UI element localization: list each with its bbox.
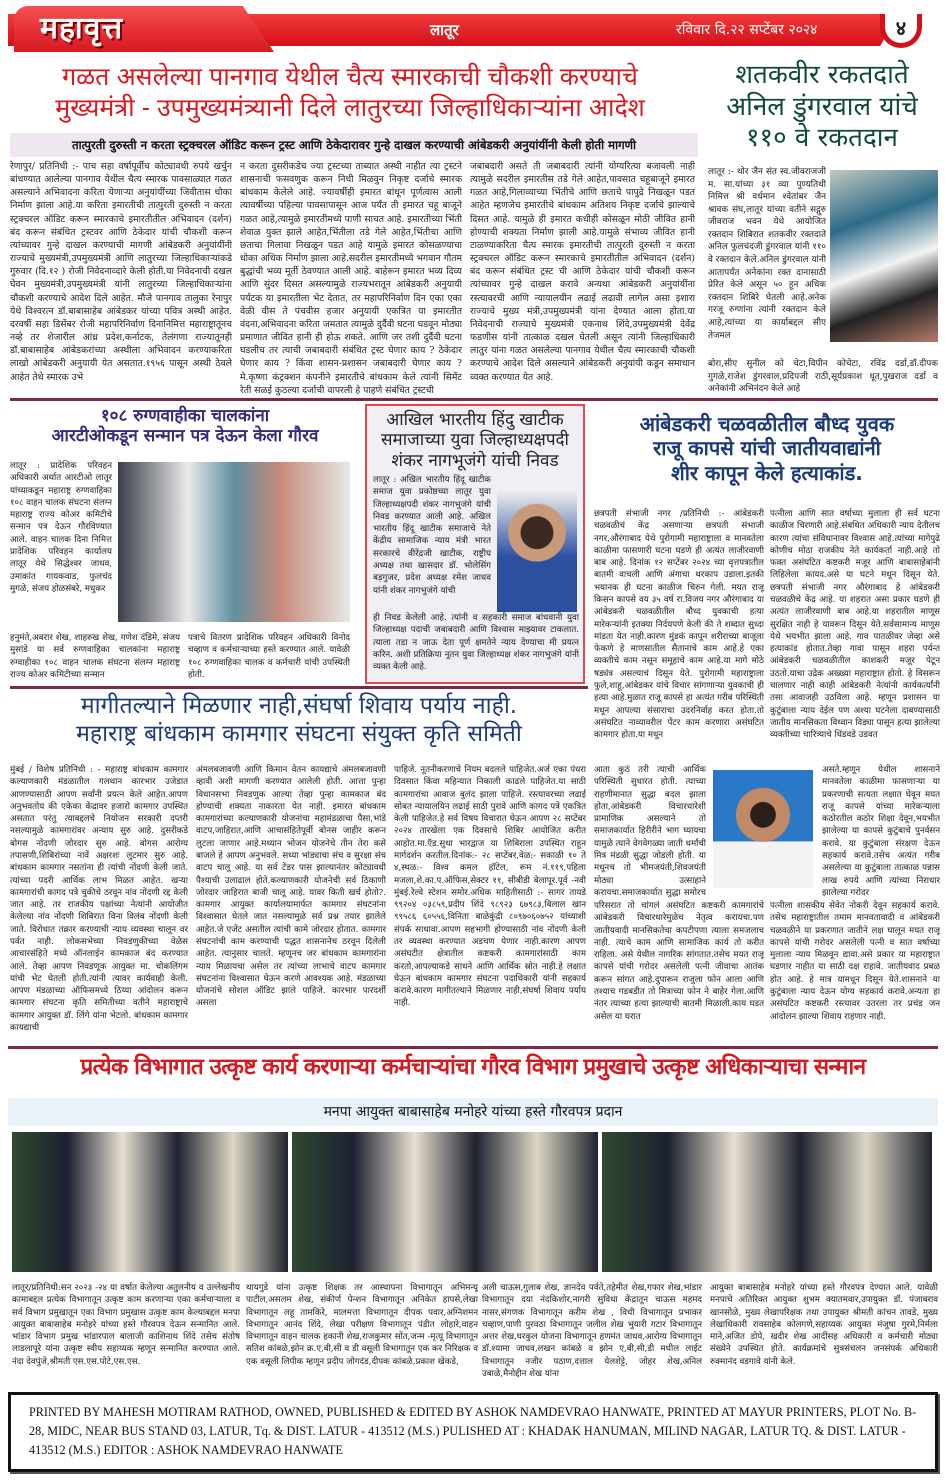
blood-donation-photo — [830, 170, 938, 342]
story7-column-4: आयुक्त बाबासाहेब मनोहरे यांच्या हस्ते गौरवपत्र देण्यात आले. यावेळी मनपाचे अतिरिक्त आयुक्त शुभम क्यातमवार,उपायुक्त डॉ. पंजाबराव खानसोळे, मुख्य लेखापरिक्षक तथा उपायुक्त श्रीमती कांचन तावडे, मुख्य लेखाधिकारी रावसाहेब कोलगणे,सहाय्यक आयुक्त मंजुषा गुरमे,निर्मला माने,अजित डोपे, खदीर शेख आदींसह अधिकारी व कर्मचारी मोठ्या संख्येने उपस्थित होते. कार्यक्रमांचे सुत्रसंचलन जनसंपर्क अधिकारी रुक्मानंद वडगावे यांनी केले. — [710, 1283, 938, 1367]
ceremony-photo-2 — [292, 1132, 598, 1272]
rto-award-photo — [118, 462, 350, 622]
raju-kapse-photo — [713, 770, 813, 888]
story4-body: लातूर : अखिल भारतीय हिंदू खाटीक समाज युवा प्रकोष्ठच्या लातूर युवा जिल्हाध्यक्षपदी शंकर नागभुजंगे यांची निवड करण्यात आली आहे. अखिल भारतीय हिंदू खाटीक समाजाचे नेते केंद्रीय सामाजिक न्याय मंत्री भारत सरकारचे वीरेंद्रजी खाटीक, राष्ट्रीय अध्यक्ष तथा खासदार डॉ. भोलेसिंग बड़गुजर, प्रदेश अध्यक्ष रमेश जाधव यांनी शंकर नागभुजंगे यांची — [373, 475, 491, 596]
ceremony-photo-3 — [602, 1132, 932, 1272]
print-imprint: PRINTED BY MAHESH MOTIRAM RATHOD, OWNED, PUBLISHED & EDITED BY ASHOK NAMDEVRAO HANWATE, PRINTED AT MAYUR PRINTERS, PLOT No. B-28, MIDC, NEAR BUS STAND 03, LATUR, Tq. & DIST. LATUR - 413512 (M.S.) PULISHED AT : KHADAK HANUMAN, MILIND NAGAR, LATUR TQ. & DIST. LATUR - 413512 (M.S.) EDITOR : ASHOK NAMDEVRAO HANWATE — [8, 1392, 938, 1472]
story5-headline-line1: आंबेडकरी चळवळीतील बौध्द युवक — [639, 412, 895, 436]
story1-column-2: न करता दुसरीकडेच ज्या ट्रस्टच्या ताब्यात अस्थी नाहीत त्या ट्रस्टने शासनाची फसवणुक करून निधी मिळवुन निकृष्ट दर्जाचे स्मारक बांधकाम केलेले आहे. ज्यावर्षीही इमारत बांधून पूर्णत्वास आली त्यावर्षीच्या पहिल्या पावसापासून आज पर्यंत ती इमारत चहू बाजूने गळत आहे,त्यामुळे इमारतीमध्ये पाणी साचत आहे. इमारतीच्या भिंती शेवाळ युक्त झाले आहेत,भिंतीला तडे गेले आहेत,भिंतीचा आणि छताचा गिलावा निखळून पडत आहे यामुळे इमारत कोसळण्याचा धोका अधिक निर्माण झाला आहे.सदरील इमारतीमध्ये भगवान गौतम बुद्धांची भव्य मूर्ती ठेवण्यात आली आहे. बाहेरून इमारत भव्य दिव्य आणि सुंदर दिसत असल्यामुळे राज्यभरातून आंबेडकरी अनुयायी पर्यटक या इमारतीला भेट देतात, तर महापरिनिर्वाण दिन एका एका वेळी वीस ते पंचवीस हजार अनुयायी एकत्रित या इमारतीत वंदना,अभिवादना करिता जमतात त्यामुळे दुर्दैवी घटना घडवून मोठ्या प्रमाणात जीवित हानी ही होऊ शकते. आणि जर तशी दुर्दैवी घटना घडलीच तर त्याची जबाबदारी संबंधित ट्रस्ट घेणार काय ? ठेकेदार घेणार काय ? किंवा शासन-प्रशासन जबाबदारी घेणार काय ? मे.कृष्णा कंट्रक्शन कंपनीने इमारतीचे बांधकाम केले त्यांनी सिमेंट रेती सळई कुठल्या दर्जाची वापरली हे पाहणे संबंधित ट्रस्टची — [240, 161, 462, 396]
story4-headline — [371, 410, 579, 471]
story5-column-1-wrap: आता कुठं तरी त्याची आर्थिक परिस्थिती सुधारत होती. त्याच्या राहणीमानात सुद्धा बदल झाला होता,आंबेडकरी विचारधारेशी प्रामाणिक असल्याने तो समाजकार्यात हिरीरीने भाग घ्यायचा यामुळे त्याने वेगवेगळ्या जाती धर्मांची मित्र मंडळी सुद्धा जोडली होती. या मधूनच तो भीमजयंती,शिवजयंती मोठ्या उत्साहाने करायचा.समाजकार्यात सुद्धा समोरच — [594, 765, 706, 898]
story3-headline-line1: १०८ रुग्णवाहीका चालकांना — [100, 406, 270, 426]
story7-column-2: थायगुडे यांना उत्कृष्ट शिक्षक तर आस्थापना विभागातून अभिमन्यू पाटील,असलम शेख, संकीर्ण पेन्शन विभागातून अनिकेत हापसे,लेखा विभागातून लहू तामकिरे, मालमत्ता विभागातून दीपक पवार,अग्निशमन विभागातून आनंद शिंदे, लेखा परीक्षण विभागातून पंडीत लोहारे,वाहन विभागातून वाहन चालक हकानी शेख,राजकुमार सोंत,जन्म -मृत्यू विभागातून सतिश कांबळे,झोन क्र.ए,बी,सी व डी वसूली विभागातून एक कर निरिक्षक व एक वसूली लिपीक म्हणून प्रदीप जोगदंड,दीपक कांबळे,प्रकाश खेकडे, — [246, 1283, 478, 1367]
story1-column-1: रेणापुर/ प्रतिनिधी :- पाच सहा वर्षापूर्वीच कोट्यावधी रुपये खर्चुन बांधण्यात आलेल्या पानगाव येथील चैत्य स्मारक पावसाळ्यात गळत असल्याने अभिवादना करिता येणाऱ्या अनुयांयींच्या जिवीतास धोका निर्माण झाला आहे.या करिता इमारतीची तात्पुरती दुरुस्ती न करता स्ट्रक्चरल ऑडिट करून स्मारकाचे इमारतीतील अभिवादन (दर्शन) बंद करून संबंधित ट्रस्टवर आणि ठेकेदार यांची चौकशी करून त्यांच्यावर गुन्हे दाखल करण्याची मागणी आंबेडकरी अनुयांयींनी राज्याचे मुख्यमंत्री,उपमुख्यमंत्री आणि लातुरच्या जिल्हाधिकाऱ्यांकडे गुरुवार (दि.१२ ) रोजी निवेदनाव्दारे केली होती.या निवेदनाची दखल घेवन मुख्यमंत्री,उपमुख्यमंत्री यांनी लातुरच्या जिल्हाधिकाऱ्यांना चौकशी करण्याचे आदेश दिले आहेत. मौजे पानगाव तालुका रेनापुर येथे विश्वरत्न डॉ.बाबासाहेब आंबेडकर यांच्या पवित्र अस्थी आहेत. दरवर्षी सहा डिसेंबर रोजी महापरिनिर्वाण दिनानिमित्त महाराष्ट्रातूनच नव्हे तर शेजारील आंध्र प्रदेश,कर्नाटक, तेलंगणा राज्यातूनही डॉ.बाबासाहेब आंबेडकरांच्या अस्थीला अभिवादन करण्याकरिता लाखो आंबेडकरी अनुयायी येत असतात.१९५६ पासून अस्थी ठेवले आहेत तेथे स्मारक उभे — [10, 161, 232, 383]
masthead — [0, 0, 945, 50]
story2-headline-line1: शतकवीर रकतदाते — [735, 60, 909, 90]
story6-column-1: मुंबई / विशेष प्रतिनिधी : - महाराष्ट्र बांधकाम कामगार कल्याणकारी मंडळातील गलथान कारभार उजेडात आणण्यासाठी आपण सर्वांनी प्रयत्न केले आहेत.आपण अनुभवतोय की एकेका केंद्रावर हजारो कामगार उपस्थित असतात परंतु त्याबद्दलचे नियोजन सरकारी दप्तरी नसल्यामुळे कामगारांवर अन्याय सुरु आहे. दुसरीकडे बोगस नोंदणी जोरदार सुरु आहे. बोगस आरोग्य तपासणी,शिबिरांच्या नावें अक्षरशः लुटमार सुरु आहे. बांधकाम कामगार नसतांना ही त्यांची नोंदणी केली जाते. त्यांच्या पदरी आर्थिक लाभ मिळत आहेत. खऱ्या कामगारांची कागद पत्रे चुकीचे ठरवून नांव नोंदणी रद्द केली जात आहे. तर राजकीय पक्षांच्या नेत्यांनी आयोजीत केलेल्या नांव नोंदणी शिबिरात विना विलंब नोंदणी केली जाते. विरोधात तक्रार करण्याची न्याय व्यवस्था चालून वर पर्वत नाही. लोकसभेच्या निवडणुकीच्या वेळेस आचारसंहिते मध्ये ऑनलाईन कामकाज बंद करण्यात आले. तेव्हा आपण निवडणूक आयुक्त मा. चोकलिंगम यांची भेट घेतली होती.त्यांनी त्यावर कार्यवाही केली. आपण मंडळाच्या ऑफिसमध्ये ठिय्या आंदोलन करून कामगार संघटना कृति समितीच्या वतीने महाराष्ट्राचे कामगार आयुक्त डॉ. लिंगे यांना भेटलो. बांधकाम कामगार कायद्याची — [10, 765, 188, 1033]
story5-column-2-wrap: असते.म्हणून येथील शासनाने मानवतेला काळीमा फासणाऱ्या या प्रकरणाची सत्यता लक्षात घेवून मयत राजू कापसे यांच्या मारेकऱ्याला कठोरतील कठोर शिक्षा देवून,भयभीत झालेल्या या कापसे कुटुंबाचे पुनर्वसन करावे. या कुटुंबाला संरक्षण देऊन सहकार्य करावे.तसेच अत्यंत गरीब असलेल्या या कुटुंबाला तात्काळ पन्नास लाख रुपये आणि त्यांच्या निराधार झालेल्या गरोदर — [822, 765, 940, 898]
story7-column-1: लातूर/प्रतिनिधी:सन २०२३ -२४ या वर्षात केलेल्या अतुलनीय व उल्लेखनीय कामाबद्दल प्रत्येक विभागातून उत्कृष्ट काम करणाऱ्या एका कर्मचाऱ्याला व सर्व विभाग प्रमुखातून एका विभाग प्रमुखास उत्कृष्ट काम केल्याबद्दल मनपा आयुक्त बाबासाहेब मनोहरे यांच्या हस्ते गौरवपत्र देऊन सन्मानित आले. भांडार विभाग प्रमुख भांडारपाल बालाजी काशिनाथ शिंदे तसेच संतोष लाडलापूरे यांना उत्कृष्ट स्वीय सहाय्यक म्हणून सन्मानित करण्यात आले. नंदा देवपुंजे,श्रीमती एस.एस.पोटे,एस.एस. — [12, 1283, 240, 1367]
story6-column-3: पाहिजे. नूतनीकरणाचे नियम बदलले पाहिजेत.अर्ज एका पंधरा दिवसात किंवा महिन्यात निकाली काढले पाहिजेत.या साठी कामगारांचा आवाज बुलंद झाला पाहिजे. रस्त्यावरच्या लढाई सोबत न्यायालयिन लढाई साठी पुरावे आणि कागद पत्रे एकत्रित केली पाहिजेत.हे सर्व विषय विचारात घेऊन आपण २८ सप्टेंबर २०२४ तारखेला एक दिवसाचे शिबिर आयोजित करीत आहोत.मा.ऍड.सुधा भारद्वाज या शिबिराला उपस्थित राहून मार्गदर्शन करतील.दिनांक:- २८ सप्टेंबर,वेळ:- सकाळी १० ते ४,स्थळ:- विश्व कमल हॉटेल, रूम नं.११९,पहिला मजला,शे.का.प.ऑफिस,सेक्टर ११, सीबीडी बेलापूर.पूर्व -नवी मुंबई.रेल्वे स्टेशन समोर.अधिक माहितीसाठी :- सागर तायडे ९९२०४ ०३८५९,प्रदीप शिंदे ९८९२३ ६७९८३,बिलाल खान ९९५८६ ६०५५६,विनिता बाळेकुंद्री ८०९७०६०७५२ यांच्याशी संपर्क साधावा.आपण सहभागी होण्यासाठी नांव नोंदणी केली तर व्यवस्था करण्यात अडचण येणार नाही.कारण आपण असंघटीत क्षेत्रातील कष्टकरी कामगारांसाठी काम करतो,आपल्याकडे साधने आणि आर्थिक स्रोत नाही.हे लक्षात घेऊन बांधकाम कामगार संघटना पदाधिकारी यांनी सहकार्य करावे.कारण मागीतल्याने मिळणार नाही,संघर्षा शिवाय पर्याय नाही. — [394, 765, 586, 1009]
section-divider-1 — [10, 398, 938, 401]
page-number: ४ — [880, 14, 922, 48]
story6-headline — [10, 692, 588, 748]
story1-headline — [10, 62, 690, 123]
story4-headline-line1: आखिल भारतीय हिंदु खाटीक — [386, 410, 564, 430]
story5-headline-line3: शीर कापून केले हत्याकांड. — [671, 460, 863, 485]
story4-box — [365, 404, 585, 684]
story5-headline-line2: राजू कापसे यांची जातीयवाद्यांनी — [653, 436, 881, 461]
story1-column-3: जबाबदारी असते ती जबाबदारी त्यांनी योग्यरित्या बजावली नाही त्यामुळे सदरील इमारतीस तडे गेले आहेत,पावसात चहूबाजूने इमारत गळत आहे,गिलाव्याच्या भिंतीचे आणि छताचे पापुद्रे निखळून पडत आहेत म्हणजेच इमारतीचे बांधकाम अतिशय निकृष्ट दर्जाचे झाल्याचे दिसत आहे. यामुळे ही इमारत कधीही कोसळून मोठी जीवित हानी होण्याची शक्यता निर्माण झाली आहे.यामुळे संभाव्य जीवित हानी टाळण्याकरिता चैत्य स्मारक इमारतीची तात्पुरती दुरुस्ती न करता स्ट्रक्चरल ऑडिट करून स्मारकाचे इमारतीतील अभिवादन (दर्शन) बंद करून संबंधित ट्रस्ट ची आणि ठेकेदार यांची चौकशी करून त्यांच्यावर गुन्हे दाखल करावे अन्यथा आंबेडकरी अनुयांयींना रस्त्यावरची आणि न्यायालयीन लढाई लढावी लागेल असा इशारा राज्याचे मुख्य मंत्री,उपमुख्यमंत्री यांना देण्यात आला होता.या निवेदनाची राज्याचे मुख्यमंत्री एकनाथ शिंदे,उपमुख्यमंत्री देवेंद्र फडणीस यांनी तात्काळ दखल घेतली असून त्यांनी जिल्हाधिकारी लातुर यांना गळत असलेल्या पानगाव येथील चैत्य स्मारकाची चौकशी करण्याचे आदेश दिले असल्याने आंबेडकरी अनुयांयी कडून समाधान व्यक्त करण्यात येत आहे. — [470, 161, 695, 383]
story3-headline-line2: आरटीओकडून सन्मान पत्र देऊन केला गौरव — [51, 426, 319, 447]
story4-body-continued: ही निवड केलेली आहे. त्यांनी व सहकारी समाज बांधवानी युवा जिल्हाध्यक्ष पदाची जबाबदारी आणि विश्वास माझ्यावर टाकलात. त्याला तडा न जाऊ देता पूर्ण क्षमतेने न्याय देण्याचा मी प्रयत्न करिन. अशी प्रतिक्रिया नूतन युवा जिल्हाध्यक्ष शंकर नागभुजंगे यांनी व्यक्त केली आहे. — [373, 613, 579, 673]
section-divider-3 — [8, 1046, 938, 1049]
story2-headline — [704, 60, 940, 155]
story2-headline-line3: ११० वे रकतदान — [746, 123, 898, 154]
story4-headline-line3: शंकर नागभूजंगे यांची निवड — [391, 450, 559, 471]
story5-column-1-bottom: परिसरात तो चांगलं असंघटित कष्टकरी कामगारांचे आंबेडकरी विचारधारेमुळेच नेतृत्व करायचा.पण जातीयवादी मानसिकतेचा कपटीपणा त्याला समजलाच नाही. त्याचे काम आणि सामाजिक कार्य तो करीत राहिला. असे येथील नागरिक सांगतात.तसेच मयत राजू कापसे यांची गरोदर असलेली पत्नी जीवाचा आतंक करून सांगत आहे.दुपारून राजुला फोन आला आणि तश्याच गडबडीत तो मित्राच्या फोन ने बाहेर गेला.आणि नंतर त्याच्या हत्या झाल्याची बातमी मिळाली.काय घडत असेल या घरात — [594, 901, 764, 1022]
section-divider-2 — [10, 686, 588, 689]
story6-headline-line2: महाराष्ट्र बांधकाम कामगार संघटना संयुक्त कृति समिती — [76, 721, 522, 748]
story6-headline-line1: मागीतल्याने मिळणार नाही,संघर्षा शिवाय पर्याय नाही. — [80, 693, 518, 719]
ceremony-photo-1 — [12, 1132, 288, 1272]
story6-column-2: अंमलबजावणी आणि किमान वेतन कायद्याचे अंमलबजावणी व्हावी अशी मागणी करण्यात आलेली होती. आत्ता पुन्हा विधानसभा निवडणुक आल्या तेव्हा पुन्हा कामकाज बंद होण्याची शक्यता नाकारता येत नाही. इमारत बांधकाम कामगारांच्या कल्याणकारी योजनांचा महामंडळाचा पैसा,भांडे वाटप,जाहिरात,आणि आचासंहितेपूर्वी बोनस जाहीर करून लुटला जाणार आहे.मध्यान भोजन योजनेचे तीन तेरा कसे बाजले हे आपण अनुभवले. सध्या भांड्याचा संच व सुरक्षा संच वाटप चालू आहे. या सर्व टेंडर पास झाल्यानंतर कोट्यावधी पैश्याची उलाढाल होते.कल्याणकारी योजनेची सर्व ठिकाणी जोरदार जाहिरात बाजी चालू आहे. यावर किती खर्च होतो?. कामगार आयुक्त कार्यालयामार्फत कामगार संघटनांना विश्वासात घेतले जात नसल्यामुळे सर्व प्रश्न तयार झालेले आहेत.जे एजेंट असतील त्यांची कामे जोरदार होतात. कामगार संघटनांची काम करण्याची पद्धत शासनानेच ठरवून दिलेली आहेत. त्यानुसार चालते. म्हणूनच जर बांधकाम कामगारांना न्याय मिळायचा असेल तर त्यांच्या लाभाचे वाटप कामगार संघटनांना विश्वासात घेऊन करणे आवश्यक आहे. मंडळाच्या योजनांचे सोशल ऑडिट झाले पाहिजे. कारभार पारदर्शी असला — [196, 765, 386, 1009]
edition-city: लातूर — [430, 21, 459, 39]
story7-column-3: अली चाऊस,गुलाब शेख, ज्ञानदेव पर्वते,तहेमीत शेख,गफार शेख,भांडार विभागातून दया नंदकिशोर,नागरी सुविधा केंद्रातून चाऊस महमद नासर,संगणक विभागातून करीम शेख , विधी विभागातून प्रभाकर चव्हाण,पाणी पुरवठा विभागातून जलील शेख भुयारी गटार विभागातून अत्तर शेख,घरकुल योजना विभागातून हणमंत जाधव,आरोग्य विभागातून डॉ.श्यामा जाधव,लखन कांबळे व झोन ए,बी,सी,डी मधील लाईट विभागातून नजीर पठाण,दत्ताल येलशेट्टे, जोहर शेख,अनिल उबाळे,मैनोद्दीन शेख यांना — [482, 1283, 702, 1379]
story2-body-continued: बोरा,सीए सुनील को चेटा,विपीन कोचेटा, रविंद्र दर्डा,डॉ.दीपक गुगळे,राजेश डुंगरवाल,प्रदिपजी राठी,सूर्यप्रकाश धूत,पुखराज दर्डा व अनेकांनी अभिनंदन केले आहे — [708, 359, 938, 395]
story1-subheadline: तात्पुरती दुरुस्ती न करता स्ट्रक्चरल ऑडिट करून ट्रस्ट आणि ठेकेदारावर गुन्हे दाखल करण्याची आंबेडकरी अनुयांयींनी केली होती मागणी — [10, 133, 698, 157]
story2-headline-line2: अनिल डुंगरवाल यांचे — [726, 91, 918, 122]
story5-column-2: पत्नीला आणि सात वर्षाच्या मुलाला ही सर्व घटना काळीज चिरणारी आहे.संबधित अधिकारी न्याय देतीलच कारण त्यांचा संविधानावर विश्वास आहे.त्यांच्या मागेपुढे कोणीच मोठा राजकीय नेते कार्यकर्ता नाही.आहे तो फक्त असंघटित कष्टकरी मजूर आणि बाबासाहेबांनी लिहिलेला कायद.असे या घटने मधून दिसून येते. छत्रपती संभाजी नगर औरंगाबाद हे आंबेडकरी चळवळीचे केंद्र आहे. या शहरात असा प्रकार घडणे ही अत्यंत लाजीरवाणी बाब आहे.या शहरातील माणूस सुरक्षित नाही हे यावरून दिसून येते.सर्वसामान्य माणूस येथे भयभीत झाला आहे. गाव पातळीवर जेव्हा असे हत्याकांड होतात.तेव्हा गावा पासून शहरा पर्यन्त आंबेडकरी चळवळीतील काशकरी मजूर पेटून उठतो.याचा उद्रेक अख्ख्या महाराष्ट्रात होतो. हे विसरून चालणार नाही काही आंबेडकरी नेत्यांनी कार्यकर्त्यांनी तसा आवाजही उठविला आहे. म्हणून प्रशासन या कुटुंबाला न्याय देईल पण अश्या घटनेला दाबण्यासाठी जातीय मानसिकता विध्वान विड्या पासून हत्या झालेल्या व्यक्तीच्या चारित्र्याचे धिंडवडे उडवत — [770, 509, 940, 741]
story5-column-2-bottom: पत्नीला शासकीय सेवेत नोकरी देवून सहकार्य करावे. तसेच महाराष्ट्रातील तमाम मानवतावादी व आंबेडकरी चळवळीने या प्रकरणात जातीने लक्ष घालून मयत राजू कापसे यांची गरोदर असलेली पत्नी व सात वर्षाच्या मुलाला न्याय मिळवून द्यावा.असे प्रकार या महाराष्ट्रात घडणार नाहीत या साठी दक्ष राहावे. जातीयवाद प्रबळ होत आहे. हे मात्र यामधून दिसून येते.शासनाने या कुटुंबाला न्याय देऊन योग्य सहकार्य करावे.अन्यता हा असंघटित कष्टकरी रस्त्यावर उतरला तर प्रचंड जन आंदोलन झाल्या शिवाय राहणार नाही. — [770, 901, 940, 1022]
issue-date: रविवार दि.२२ सप्टेंबर २०२४ — [676, 22, 818, 38]
story2-body: लातूर :- थोर जैन संत स्व.जीवराजजी म. सा.यांच्या ३१ व्या पुण्यतिथी निमित्त श्री वर्धमान श्वेतांबर जैन श्रावक संघ,लातूर यांच्या वतीने सद्गुरु जीवराज भवन येथे आयोजित रक्तदान शिबिरात शतकवीर रक्तदाते अनिल फुलचंदजी डुंगरवाल यांनी ११० वे रक्तदान केले.अनिल डुंगरवाल यांनी आतापर्यंत अनेकांना रक्त दानासाठी प्रेरित केले असून ५० हून अधिक रक्तदान शिबिरे घेतली आहे.अनेक गरजू रुग्णांना त्यांनी रक्तदान केले आहे,त्यांच्या या कार्याबद्दल सीए तेजमल — [708, 167, 826, 341]
story3-body-left: हनुमंते,अबरार शेख, शाहरुख शेख, गणेश दंडिमे, संजय मुसांडे या सर्व रुग्णवाहिका चालकांना महाराष्ट्र रुग्वाहीका १०८ वाहन चालक संघटना संलग्न महाराष्ट्र राज्य कोअर कमिटीच्या सन्मान — [10, 633, 180, 680]
story3-body-right: पत्राचे वितरण प्रादेशिक परिवहन अधिकारी विनोद चव्हाण व कर्मचाऱ्याच्या हस्ते करण्यात आले. यावेळी १०८ रुग्णवाहिका चालक व कर्मचारी यांची उपस्थिती होती. — [188, 633, 350, 680]
story5-headline — [594, 412, 940, 485]
story4-headline-line2: समाजाच्या युवा जिल्हाध्यक्षपदी — [381, 430, 569, 451]
story7-subheadline: मनपा आयुक्त बाबासाहेब मनोहरे यांच्या हस्ते गौरवपत्र प्रदान — [8, 1098, 938, 1126]
newspaper-logo: महावृत्त — [40, 11, 124, 46]
story7-headline: प्रत्येक विभागात उत्कृष्ट कार्य करणाऱ्या कर्मचाऱ्यांचा गौरव विभाग प्रमुखाचे उत्कृष्ट अधिकाऱ्याचा सन्मान — [80, 1054, 866, 1080]
story3-body: लातूर : प्रादेशिक परिवहन अधिकारी अर्थात आरटीओ लातूर यांच्याकडून महाराष्ट्र रुग्णवाहिका १०८ वाहन चालक संघटना संलग्न महाराष्ट्र राज्य कोअर कमिटीचे सन्मान पत्र देऊन गौरविण्यात आले. वाहन चालक दिना निमित्त प्रादेशिक परिवहन कार्यालय लातूर येथे सिद्धेश्वर जाधव, उमाकांत गायकवाड, फुलचंद मुगळे, संजय होळसंबरे, मधुकर — [10, 461, 112, 594]
shankar-nagbhujange-photo — [497, 490, 577, 612]
story3-headline — [10, 406, 360, 447]
story5-column-1: छत्रपती संभाजी नगर /प्रतिनिधी :- आंबेडकरी चळवळीचं केंद्र असणाऱ्या छत्रपती संभाजी नगर,औरंगाबाद येथे पुरोगामी महाराष्ट्राला व मानवतेला काळीमा फासणारी घटना घडणे ही अत्यंत लाजीरवाणी बाब आहे. दिनांक १२ सप्टेंबर २०२४ च्या वृत्तपत्रातील बातमी वाचली आणि अंगाचा थरकाप उडाला.इतकी भयानक ही घटना काळीज चिरुन गेली. मयत राजू किसन कापसे वय ३५ वर्ष रा.विजय नगर औरंगाबाद या आंबेडकरी चळवळीतील बौध्द युवकाची हत्या मारेकऱ्यांनी इतक्या निर्दयपणे केली की ते शब्दात सुध्दा मांडता येत नाही.कारण मुंडकं कापून शरीराच्या बाजूला फेकणे हे माणसातील सैतानाचे काम आहे.हे एका व्यक्तीचे काम नसून समूहाचे काम आहे.या मागे मोठे षड्यंत्र असल्याचं दिसून येते. पुरोगामी महाराष्ट्राला फुले,शाहू,आंबेडकर यांचे विचार सांगणाऱ्या युवकाची ही हत्या आहे.मुळात राजू कापसे हा अत्यंत गरीब परिस्थिती मधून आपल्या संसाराचा उदरनिर्वाह करत होता.तो असंघटित नाव्यावरील पेंटर काम करणारा असंघटित कामगार होता.या मधून — [594, 509, 764, 741]
story1-headline-line1: गळत असलेल्या पानगाव येथील चैत्य स्मारकाची चौकशी करण्याचे — [62, 62, 638, 91]
story1-headline-line2: मुख्यमंत्री - उपमुख्यमंत्र्यानी दिले लातुरच्या जिल्हाधिकाऱ्यांना आदेश — [55, 92, 645, 122]
